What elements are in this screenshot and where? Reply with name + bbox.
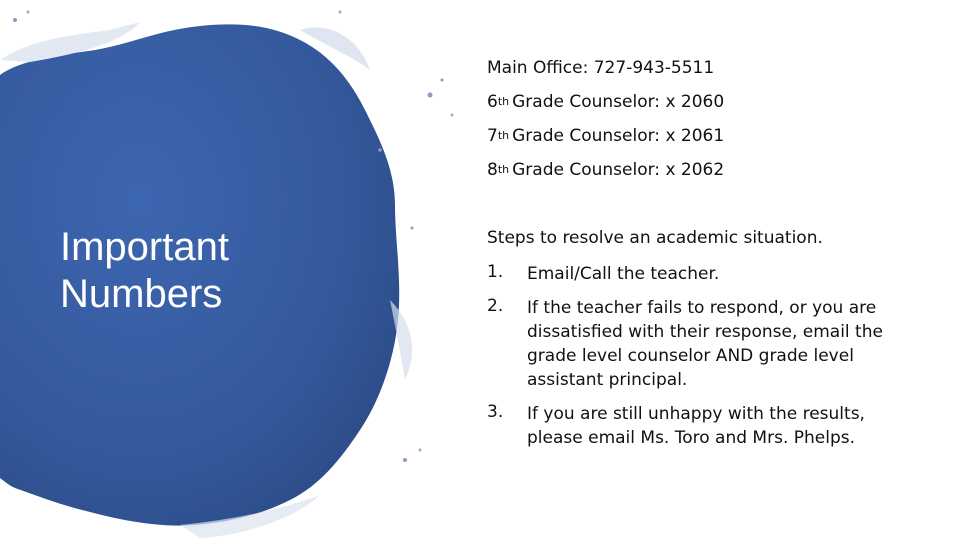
step-text: If the teacher fails to respond, or you are dissatisfied with their response, email the grade level counselor AND grade level assistant principal.: [527, 298, 883, 390]
contact-line-6th-grade: 6th Grade Counselor: x 2060: [487, 92, 725, 112]
contact-line-7th-grade: 7th Grade Counselor: x 2061: [487, 126, 725, 146]
step-number: 2.: [487, 296, 504, 316]
slide-title-line2: Numbers: [60, 272, 223, 316]
step-number: 1.: [487, 262, 504, 282]
step-text: If you are still unhappy with the results, please email Ms. Toro and Mrs. Phelps.: [527, 404, 865, 448]
contact-line-8th-grade: 8th Grade Counselor: x 2062: [487, 160, 725, 180]
contact-line-main-office: Main Office: 727-943-5511: [487, 58, 715, 78]
slide-title-line1: Important: [60, 225, 229, 269]
step-text: Email/Call the teacher.: [527, 264, 720, 284]
steps-heading: Steps to resolve an academic situation.: [487, 228, 823, 248]
step-number: 3.: [487, 402, 504, 422]
slide-title: [60, 224, 320, 318]
